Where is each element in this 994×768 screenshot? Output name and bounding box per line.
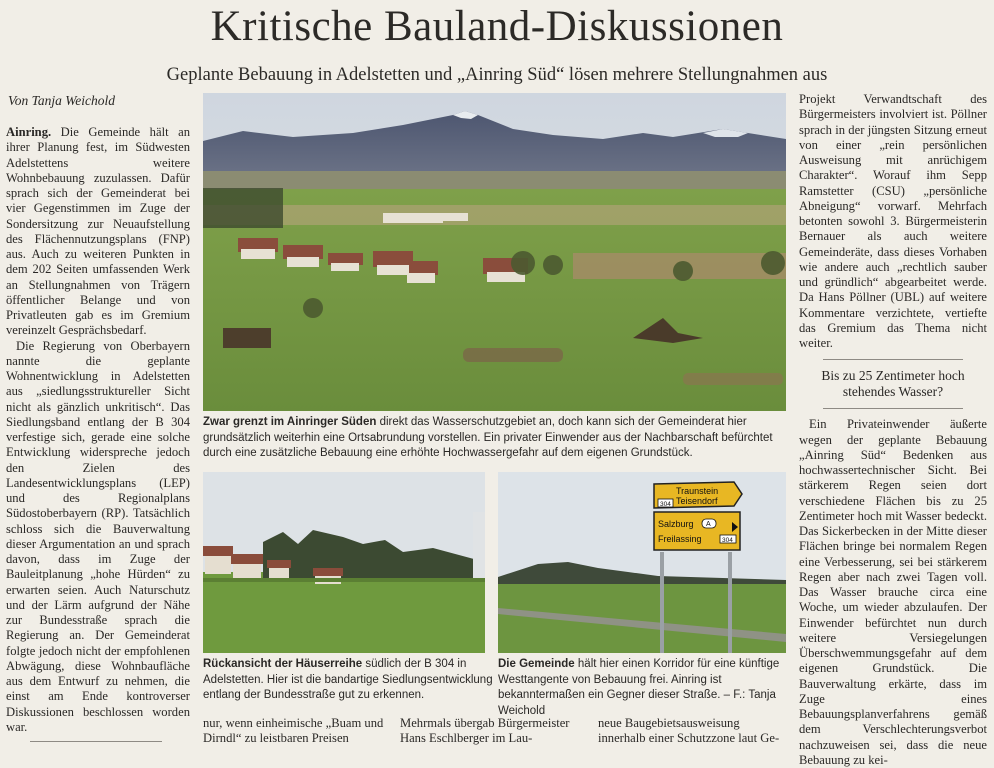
paragraph-2: Die Regierung von Oberbayern nannte die geplante Wohnentwicklung in Adelstetten aus „siedlungsstruktureller Sicht nicht als gänzlich unkritisch“. Das Siedlungsband entlang der B 304 verfestige sich, gerade eine solche Entwicklung widerspreche jedoch den Zielen des Landesentwicklungsplans (LEP) und des Regionalplans Südostoberbayern (RP). Tatsächlich schloss sich die Bauverwaltung dieser Argumentation an und sprach davon, dass im Zuge der Bauleitplanung „hohe Hürden“ zu erwarten seien. Auch Naturschutz und der Lärm aufgrund der Nähe zur Bundesstraße sprach die Regierung an. Der Gemeinderat folgte jedoch nicht der empfohlenen Abwägung, diese Wohnbaufläche aus dem Entwurf zu nehmen, die einst am Ende kontroverser Diskussionen beschlossen worden war.: [6, 338, 190, 734]
column-end-rule: [30, 741, 162, 742]
sign-photo-caption: [498, 657, 792, 719]
divider: [823, 408, 963, 409]
caption-lead: Rückansicht der Häuserreihe: [203, 658, 363, 670]
caption-text: hält hier einen Korridor für eine künftige Westtangente von Bebauung frei. Ainring ist bekanntermaßen ein Gegner dieser Straße. – F.: Tanja Weichold: [498, 658, 780, 717]
caption-text: südlich der B 304 in Adelstetten. Hier ist die bandartige Siedlungsentwicklung entlang der Bundesstraße gut zu erkennen.: [203, 658, 493, 701]
direction-sign: [654, 482, 742, 550]
paragraph-4: Ein Privateinwender äußerte wegen der geplante Bebauung „Ainring Süd“ Bedenken aus hochwassertechnischer Sicht. Bei stärkerem Regen seien dort verschiedene Flächen bis zu 25 Zentimeter hoch mit Wasser bedeckt. Das Sickerbecken in der Mitte dieser Flächen bringe bei normalem Regen eine Verbesserung, sei bei stärkerem Regen aber nach zwei Tagen voll. Das Wasser brauche circa eine Woche, um wieder abzulaufen. Der Einwender befürchtet nun durch weitere Versiegelungen Überschwemmungsgefahr auf dem eigenen Grundstück. Die Bauverwaltung erkärte, dass im Zuge eines Bebauungsplanverfahrens gemäß dem Verschlechterungsverbot nachzuweisen sei, dass die neue Bebauung zu kei-: [799, 417, 987, 767]
sign-line-4: Freilassing: [658, 534, 702, 544]
subheadline: Geplante Bebauung in Adelstetten und „Ainring Süd“ lösen mehrere Stellungnahmen aus: [166, 65, 828, 85]
sign-line-1: Traunstein: [676, 486, 719, 496]
sign-line-3: Salzburg: [658, 519, 694, 529]
sign-badge-a: A: [706, 521, 711, 528]
bottom-text-col3b: neue Baugebietsausweisung innerhalb einer Schutzzone laut Ge-: [598, 716, 780, 746]
byline: Von Tanja Weichold: [8, 93, 116, 108]
crosshead: Bis zu 25 Zentimeter hoch stehendes Wasser?: [821, 368, 965, 400]
article-column-1: [6, 125, 190, 735]
houses-photo-caption: [203, 657, 493, 704]
article-column-4: [799, 92, 987, 768]
main-photo-landscape: [203, 93, 786, 411]
sign-line-2: Teisendorf: [676, 496, 718, 506]
paragraph-3: Projekt Verwandtschaft des Bürgermeisters involviert ist. Pöllner sprach in der jüngsten Sitzung erneut von einer „rein persönlichen Ausweisung mit anrüchigem Charakter“. Worauf ihm Sepp Ramstetter (CSU) „persönliche Abneigung“ vorwarf. Mehrfach betonten sowohl 3. Bürgermeisterin Bernauer als auch weitere Gemeinderäte, dass dieses Vorhaben wie andere auch „rechtlich sauber und gründlich“ abgearbeitet werde. Da Hans Pöllner (UBL) auf weitere Kommentare verzichtete, vertiefte das Gremium das Thema nicht weiter.: [799, 92, 987, 350]
bottom-text-col2: nur, wenn einheimische „Buam und Dirndl“ zu leistbaren Preisen: [203, 716, 384, 746]
bottom-text-col3: Mehrmals übergab Bürgermeister Hans Eschlberger im Lau-: [400, 716, 570, 746]
caption-lead: Die Gemeinde: [498, 658, 575, 670]
photo-road-sign: [498, 472, 786, 653]
sign-badge-304b: 304: [722, 537, 733, 544]
main-photo-caption: [203, 415, 789, 462]
divider: [823, 359, 963, 360]
dateline: Ainring.: [6, 125, 52, 139]
photo-houses-row: [203, 472, 485, 653]
caption-lead: Zwar grenzt im Ainringer Süden: [203, 416, 377, 428]
paragraph-1: [6, 125, 190, 339]
paragraph-1-text: Die Gemeinde hält an ihrer Planung fest, im Südwesten Adelstettens weitere Wohnbebauung zuzulassen. Dafür sprach sich der Gemeinderat bei vier Gegenstimmen im Zuge der Sondersitzung zur Neuaufstellung des Flächennutzungsplans (FNP) aus. Auch zu weiteren Punkten in dem 202 Seiten umfassenden Werk an Stellungnahmen von Trägern öffentlicher Belange und von Privatleuten gab es im Gremium vereinzelt Gesprächsbedarf.: [6, 125, 190, 338]
headline: Kritische Bauland-Diskussionen: [210, 3, 784, 50]
sign-badge-304: 304: [660, 501, 671, 508]
caption-text: direkt das Wasserschutzgebiet an, doch kann sich der Gemeinderat hier grundsätzlich weiterhin eine Ortsabrundung vorstellen. Ein privater Einwender aus der Nachbarschaft befürchtet durch eine zusätzliche Bebauung eine erhöhte Hochwassergefahr auf dem eigenen Grundstück.: [203, 416, 773, 459]
